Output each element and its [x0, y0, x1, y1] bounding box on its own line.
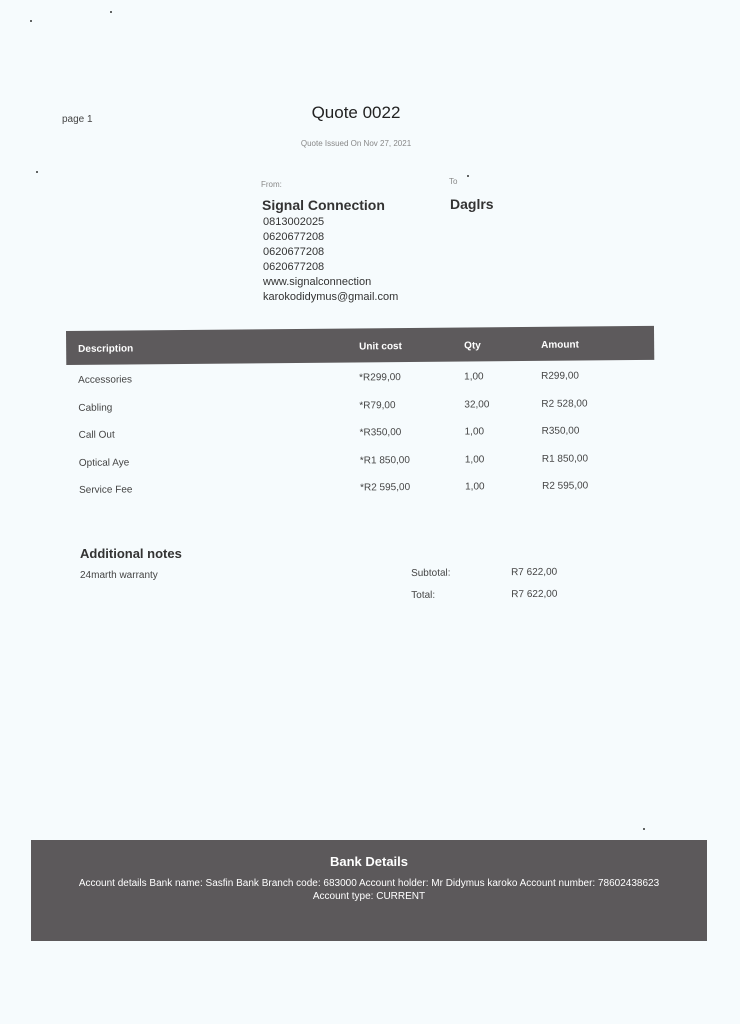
scan-speck [467, 175, 469, 177]
item-qty: 1,00 [464, 426, 485, 438]
table-header [66, 326, 654, 365]
header-qty: Qty [464, 340, 481, 352]
sender-name: Signal Connection [262, 197, 385, 213]
item-amount: R2 595,00 [542, 480, 589, 492]
line-items [66, 360, 655, 503]
sender-phone: 0620677208 [263, 261, 325, 273]
bank-details-panel [31, 840, 707, 941]
item-qty: 1,00 [464, 453, 485, 466]
recipient-name: Daglrs [450, 196, 494, 212]
scan-speck [643, 828, 645, 830]
sender-phone: 0813002025 [263, 216, 325, 228]
sender-phone: 0620677208 [263, 231, 325, 243]
sender-website: www.signalconnection [263, 276, 372, 288]
bank-account-type: Account type: CURRENT [312, 891, 426, 902]
notes-heading: Additional notes [80, 546, 182, 561]
header-description: Description [78, 343, 134, 355]
header-unit-cost: Unit cost [359, 341, 402, 353]
item-amount: R2 528,00 [541, 397, 588, 410]
from-label: From: [261, 180, 282, 189]
bank-details-heading: Bank Details [329, 854, 409, 869]
page-number: page 1 [62, 114, 93, 125]
quote-issued-date: Quote Issued On Nov 27, 2021 [300, 139, 412, 148]
totals-block [411, 566, 611, 612]
item-description: Accessories [78, 374, 133, 386]
item-description: Optical Aye [78, 456, 130, 469]
sender-contact-block [263, 215, 398, 305]
subtotal-row [411, 566, 611, 590]
item-amount: R350,00 [541, 425, 580, 437]
item-unit-cost: *R79,00 [359, 399, 396, 411]
sender-email: karokodidymus@gmail.com [263, 291, 399, 303]
notes-text: 24marth warranty [80, 570, 158, 581]
item-qty: 1,00 [465, 481, 485, 493]
scan-speck [30, 20, 32, 22]
table-row [67, 470, 655, 503]
sender-phone: 0620677208 [263, 246, 325, 258]
item-unit-cost: *R299,00 [359, 372, 401, 384]
scan-speck [36, 171, 38, 173]
item-description: Cabling [78, 402, 113, 414]
total-row [411, 588, 611, 612]
item-description: Service Fee [79, 484, 133, 496]
item-unit-cost: *R350,00 [359, 427, 402, 439]
item-unit-cost: *R1 850,00 [359, 454, 410, 466]
total-value: R7 622,00 [511, 588, 558, 601]
total-label: Total: [411, 589, 436, 601]
bank-account-details: Account details Bank name: Sasfin Bank Branch code: 683000 Account holder: Mr Didymus karoko Account number: 78602438623 [78, 878, 660, 889]
subtotal-value: R7 622,00 [510, 566, 558, 579]
item-description: Call Out [78, 429, 115, 441]
item-qty: 1,00 [464, 371, 484, 383]
to-label: To [449, 177, 458, 186]
subtotal-label: Subtotal: [411, 567, 451, 579]
scan-speck [110, 11, 112, 13]
item-amount: R1 850,00 [541, 452, 589, 465]
quote-title: Quote 0022 [311, 103, 401, 122]
item-qty: 32,00 [464, 398, 490, 411]
item-amount: R299,00 [541, 370, 579, 382]
header-amount: Amount [541, 339, 579, 351]
item-unit-cost: *R2 595,00 [360, 482, 411, 494]
